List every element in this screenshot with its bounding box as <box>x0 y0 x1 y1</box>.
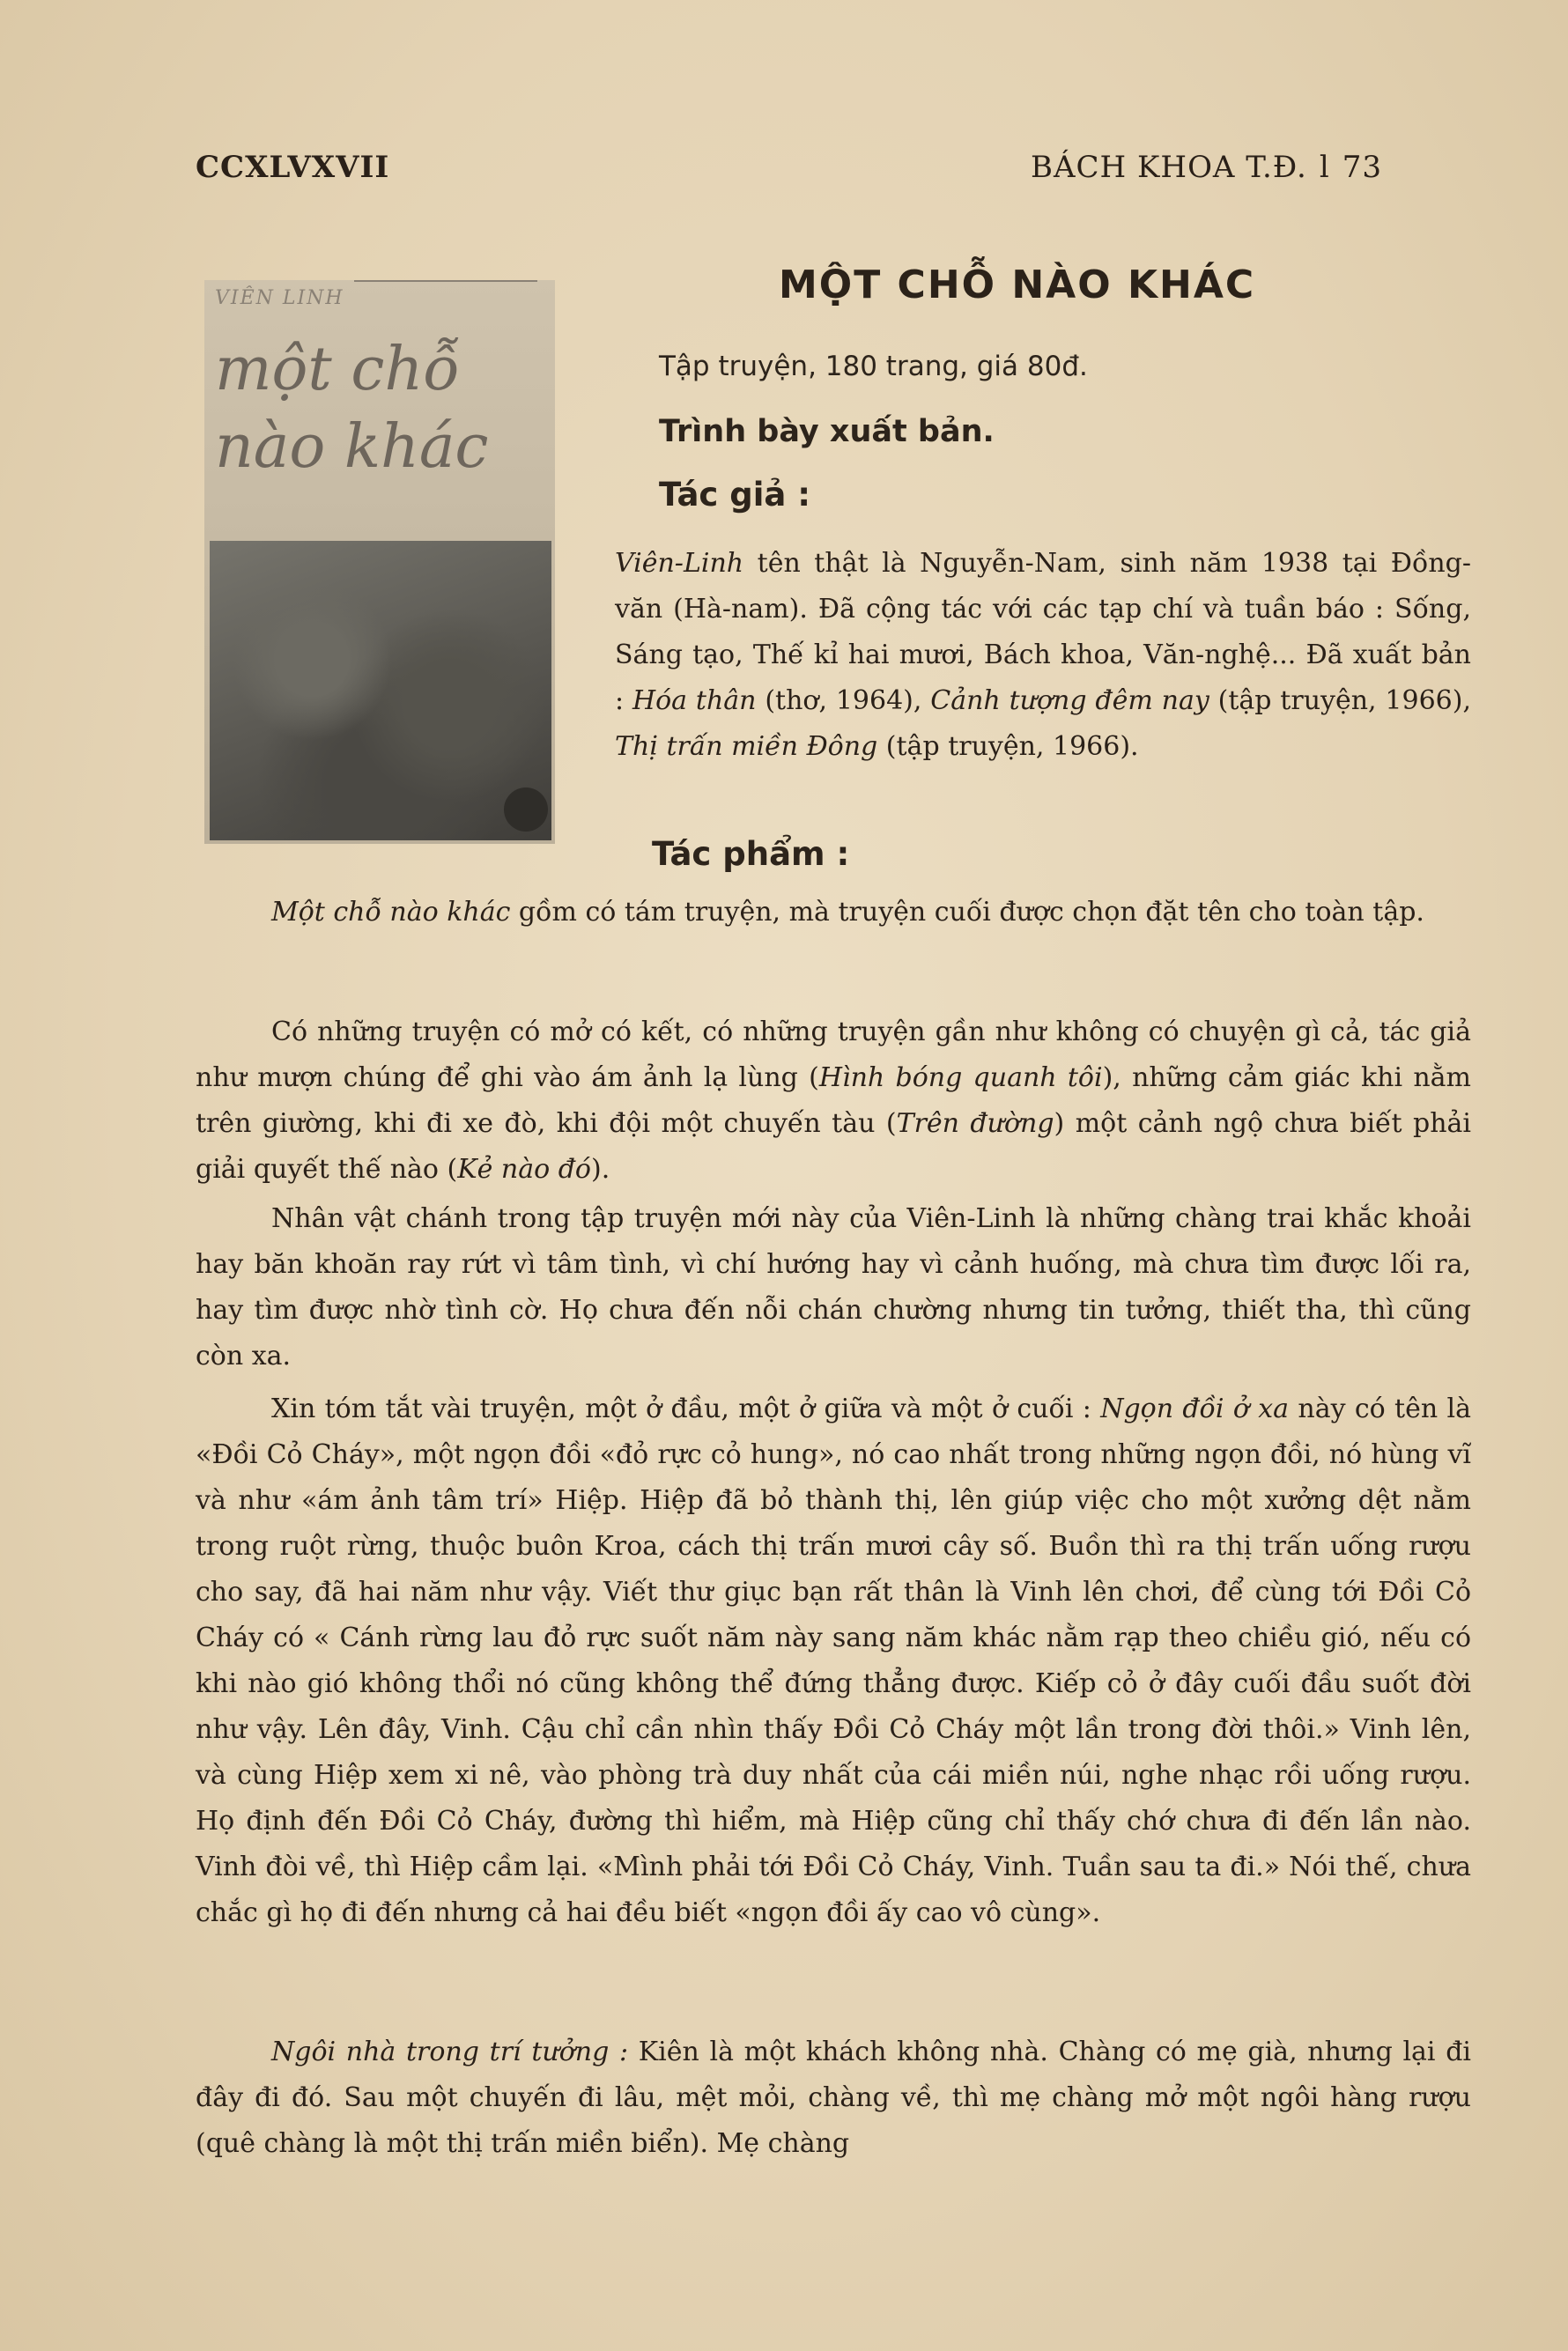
author-heading: Tác giả : <box>659 476 811 514</box>
work-paragraph-1: Một chỗ nào khác gồm có tám truyện, mà truyện cuối được chọn đặt tên cho toàn tập. <box>271 897 1424 928</box>
author-name: Viên-Linh <box>615 548 744 579</box>
work-paragraph-2: Có những truyện có mở có kết, có những truyện gần như không có chuyện gì cả, tác giả như mượn chúng để ghi vào ám ảnh lạ lùng (Hình bóng quanh tôi), những cảm giác khi nằm trên giường, khi đi xe đò, khi đội một chuyến tàu (Trên đường) một cảnh ngộ chưa biết phải giải quyết thế nào (Kẻ nào đó). <box>196 1017 1472 1185</box>
article-title: MỘT CHỖ NÀO KHÁC <box>779 262 1256 307</box>
work-paragraph-3: Nhân vật chánh trong tập truyện mới này của Viên-Linh là những chàng trai khắc khoải hay băn khoăn ray rứt vì tâm tình, vì chí hướng hay vì cảnh huống, mà chưa tìm được lối ra, hay tìm được nhờ tình cờ. Họ chưa đến nỗi chán chường nhưng tin tưởng, thiết tha, thì cũng còn xa. <box>196 1203 1471 1371</box>
journal-name: BÁCH KHOA T.Đ. <box>1031 150 1307 185</box>
issue-mark: l <box>1319 150 1330 185</box>
cover-artwork <box>210 541 551 840</box>
author-paragraph: Viên-Linh tên thật là Nguyễn-Nam, sinh năm 1938 tại Đồng-văn (Hà-nam). Đã cộng tác với các tạp chí và tuần báo : Sống, Sáng tạo, Thế kỉ hai mươi, Bách khoa, Văn-nghệ... Đã xuất bản : Hóa thân (thơ, 1964), Cảnh tượng đêm nay (tập truyện, 1966), Thị trấn miền Đông (tập truyện, 1966). <box>615 548 1471 762</box>
work-title: Thị trấn miền Đông <box>615 731 878 762</box>
work-paragraph-5: Ngôi nhà trong trí tưởng : Kiên là một khách không nhà. Chàng có mẹ già, nhưng lại đi đây đi đó. Sau một chuyến đi lâu, mệt mỏi, chàng về, thì mẹ chàng mở một ngôi hàng rượu (quê chàng là một thị trấn miền biển). Mẹ chàng <box>196 2037 1471 2159</box>
work-paragraph-4: Xin tóm tắt vài truyện, một ở đầu, một ở giữa và một ở cuối : Ngọn đồi ở xa này có tên là «Đồi Cỏ Cháy», một ngọn đồi «đỏ rực cỏ hung», nó cao nhất trong những ngọn đồi, nó hùng vĩ và như «ám ảnh tâm trí» Hiệp. Hiệp đã bỏ thành thị, lên giúp việc cho một xưởng dệt nằm trong ruột rừng, thuộc buôn Kroa, cách thị trấn mươi cây số. Buồn thì ra thị trấn uống rượu cho say, đã hai năm như vậy. Viết thư giục bạn rất thân là Vinh lên chơi, để cùng tới Đồi Cỏ Cháy có « Cánh rừng lau đỏ rực suốt năm này sang năm khác nằm rạp theo chiều gió, nếu có khi nào gió không thổi nó cũng không thể đứng thẳng được. Kiếp cỏ ở đây cuối đầu suốt đời như vậy. Lên đây, Vinh. Cậu chỉ cần nhìn thấy Đồi Cỏ Cháy một lần trong đời thôi.» Vinh lên, và cùng Hiệp xem xi nê, vào phòng trà duy nhất của cái miền núi, nghe nhạc rồi uống rượu. Họ định đến Đồi Cỏ Cháy, đường thì hiểm, mà Hiệp cũng chỉ thấy chớ chưa đi đến lần nào. Vinh đòi về, thì Hiệp cầm lại. «Mình phải tới Đồi Cỏ Cháy, Vinh. Tuần sau ta đi.» Nói thế, chưa chắc gì họ đi đến nhưng cả hai đều biết «ngọn đồi ấy cao vô cùng». <box>196 1394 1472 1928</box>
cover-badge <box>504 787 548 832</box>
book-meta-price: Tập truyện, 180 trang, giá 80đ. <box>659 351 1088 382</box>
story-title: Trên đường <box>896 1108 1054 1139</box>
journal-header <box>1031 150 1394 185</box>
page-number: 73 <box>1342 150 1382 185</box>
work-heading: Tác phẩm : <box>652 835 850 873</box>
cover-author: VIÊN LINH <box>215 287 344 309</box>
cover-rule <box>354 280 537 282</box>
book-cover-image <box>204 280 555 844</box>
story-title: Kẻ nào đó <box>457 1154 591 1185</box>
page-roman-numeral: CCXLVXVII <box>196 150 390 185</box>
work-title: Hóa thân <box>632 685 757 716</box>
work-title: Cảnh tượng đêm nay <box>930 685 1209 716</box>
story-title: Ngọn đồi ở xa <box>1100 1394 1290 1424</box>
story-title: Hình bóng quanh tôi <box>818 1062 1103 1093</box>
book-meta-presentation: Trình bày xuất bản. <box>659 414 995 449</box>
cover-title-line1: một chỗ <box>215 335 460 404</box>
book-title: Một chỗ nào khác <box>271 897 511 928</box>
cover-title-line2: nào khác <box>215 412 489 482</box>
story-title: Ngôi nhà trong trí tưởng : <box>271 2037 629 2067</box>
